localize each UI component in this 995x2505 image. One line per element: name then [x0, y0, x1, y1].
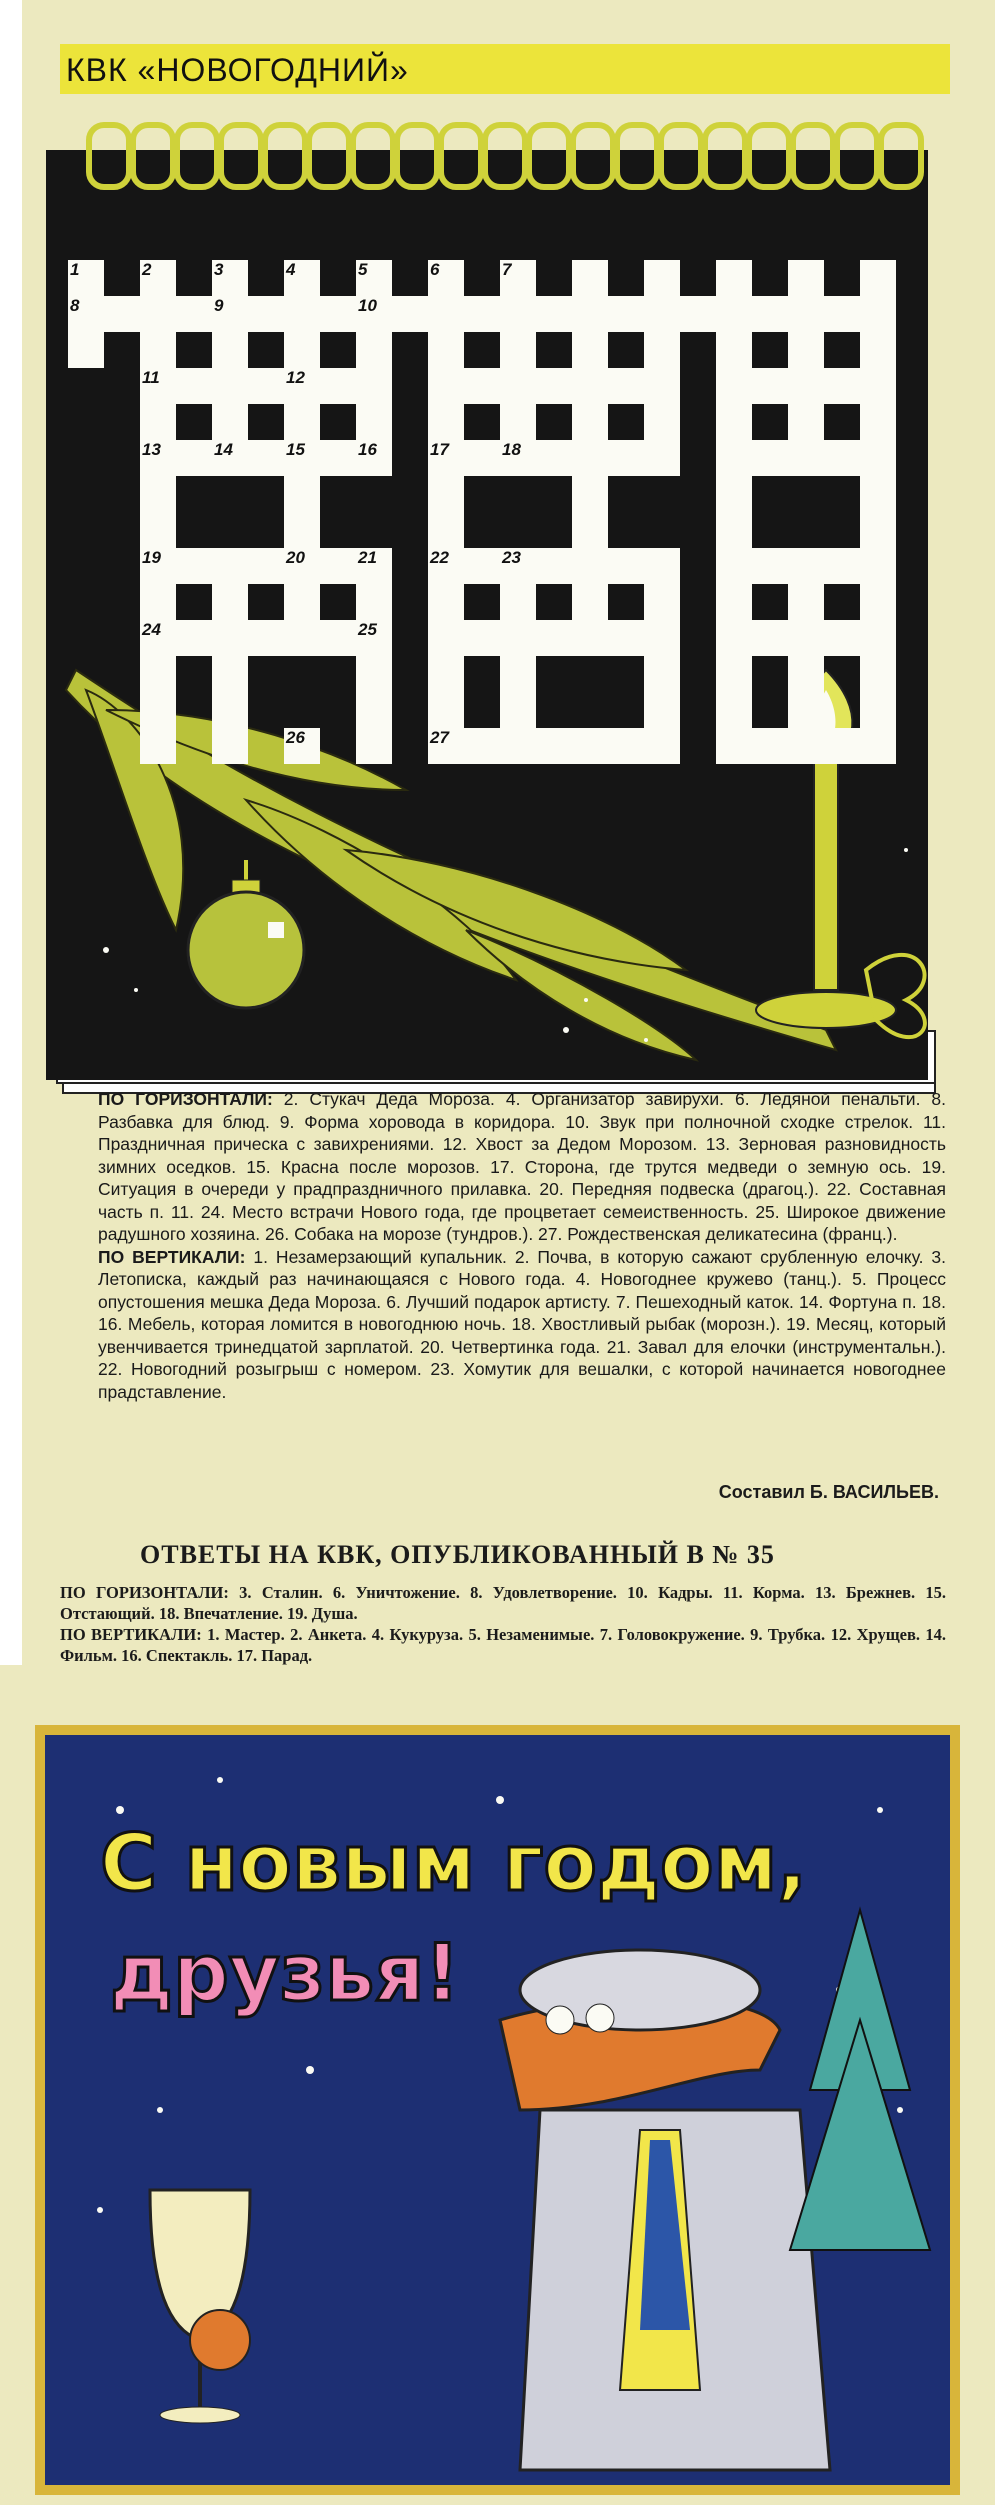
- crossword-numbered-cell: [356, 548, 392, 584]
- crossword-cell: [284, 476, 320, 512]
- crossword-numbered-cell: [428, 440, 464, 476]
- crossword-cell: [716, 296, 752, 332]
- answers-across-text: 3. Сталин. 6. Уничтожение. 8. Удовлетворение. 10. Кадры. 11. Корма. 13. Брежнев. 15. Отстающий. 18. Впечатление. 19. Душа.: [60, 1583, 947, 1623]
- crossword-numbered-cell: [140, 548, 176, 584]
- crossword-cell: [140, 404, 176, 440]
- clue-number: 11: [142, 368, 160, 387]
- crossword-cell: [284, 296, 320, 332]
- clue-number: 26: [286, 728, 305, 747]
- crossword-cell: [428, 512, 464, 548]
- clue-number: 2: [142, 260, 152, 279]
- crossword-cell: [140, 656, 176, 692]
- crossword-cell: [428, 692, 464, 728]
- crossword-cell: [716, 476, 752, 512]
- crossword-cell: [716, 620, 752, 656]
- answers-across-label: ПО ГОРИЗОНТАЛИ:: [60, 1583, 229, 1602]
- crossword-cell: [500, 692, 536, 728]
- crossword-cell: [428, 404, 464, 440]
- clue-number: 8: [70, 296, 80, 315]
- crossword-cell: [644, 692, 680, 728]
- crossword-cell: [140, 584, 176, 620]
- crossword-numbered-cell: [284, 728, 320, 764]
- crossword-cell: [824, 296, 860, 332]
- crossword-cell: [788, 548, 824, 584]
- clue-number: 24: [142, 620, 161, 639]
- crossword-cell: [464, 296, 500, 332]
- crossword-cell: [356, 692, 392, 728]
- crossword-numbered-cell: [356, 440, 392, 476]
- crossword-cell: [140, 332, 176, 368]
- crossword-cell: [572, 584, 608, 620]
- crossword-cell: [176, 296, 212, 332]
- crossword-numbered-cell: [140, 260, 176, 296]
- crossword-cell: [788, 440, 824, 476]
- crossword-numbered-cell: [140, 440, 176, 476]
- clue-number: 17: [430, 440, 449, 459]
- crossword-cell: [212, 620, 248, 656]
- crossword-cell: [860, 620, 896, 656]
- crossword-cell: [716, 260, 752, 296]
- crossword-cell: [860, 512, 896, 548]
- clue-number: 12: [286, 368, 305, 387]
- crossword-cell: [716, 548, 752, 584]
- clues-down: [98, 1246, 946, 1404]
- crossword-cell: [860, 728, 896, 764]
- crossword-grid: [46, 150, 928, 1080]
- crossword-cell: [572, 404, 608, 440]
- crossword-numbered-cell: [428, 728, 464, 764]
- crossword-cell: [320, 368, 356, 404]
- crossword-cell: [572, 260, 608, 296]
- crossword-cell: [464, 620, 500, 656]
- crossword-cell: [608, 296, 644, 332]
- crossword-numbered-cell: [284, 440, 320, 476]
- crossword-numbered-cell: [284, 260, 320, 296]
- crossword-cell: [860, 548, 896, 584]
- crossword-cell: [356, 332, 392, 368]
- clues-across: [98, 1088, 946, 1246]
- crossword-cell: [212, 332, 248, 368]
- crossword-cell: [788, 692, 824, 728]
- crossword-cell: [572, 332, 608, 368]
- poster-line-1: С новым годом,: [100, 1819, 807, 1909]
- crossword-cell: [608, 728, 644, 764]
- crossword-cell: [752, 296, 788, 332]
- crossword-cell: [860, 404, 896, 440]
- crossword-cell: [608, 620, 644, 656]
- crossword-numbered-cell: [284, 548, 320, 584]
- new-year-poster: [0, 1690, 995, 2505]
- crossword-cell: [464, 728, 500, 764]
- crossword-cell: [536, 548, 572, 584]
- answers-down-label: ПО ВЕРТИКАЛИ:: [60, 1625, 202, 1644]
- crossword-cell: [428, 368, 464, 404]
- crossword-numbered-cell: [428, 260, 464, 296]
- down-label: ПО ВЕРТИКАЛИ:: [98, 1246, 246, 1267]
- crossword-cell: [644, 584, 680, 620]
- clue-number: 16: [358, 440, 377, 459]
- crossword-cell: [428, 620, 464, 656]
- crossword-numbered-cell: [500, 440, 536, 476]
- crossword-cell: [176, 368, 212, 404]
- crossword-cell: [644, 440, 680, 476]
- crossword-cell: [644, 404, 680, 440]
- crossword-cell: [392, 296, 428, 332]
- crossword-cell: [680, 296, 716, 332]
- crossword-cell: [356, 368, 392, 404]
- crossword-cell: [356, 404, 392, 440]
- crossword-numbered-cell: [68, 260, 104, 296]
- crossword-cell: [500, 656, 536, 692]
- crossword-cell: [572, 728, 608, 764]
- crossword-cell: [860, 296, 896, 332]
- crossword-cell: [248, 620, 284, 656]
- crossword-cell: [572, 548, 608, 584]
- crossword-cell: [752, 548, 788, 584]
- crossword-numbered-cell: [356, 620, 392, 656]
- crossword-cell: [608, 368, 644, 404]
- crossword-cell: [644, 656, 680, 692]
- crossword-cell: [716, 440, 752, 476]
- crossword-cell: [248, 440, 284, 476]
- crossword-cell: [464, 368, 500, 404]
- crossword-cell: [752, 368, 788, 404]
- crossword-cell: [500, 404, 536, 440]
- crossword-cell: [752, 728, 788, 764]
- clue-number: 15: [286, 440, 305, 459]
- crossword-cell: [284, 620, 320, 656]
- crossword-cell: [248, 296, 284, 332]
- section-header: [60, 44, 950, 94]
- crossword-cell: [824, 620, 860, 656]
- crossword-cell: [788, 296, 824, 332]
- crossword-cell: [356, 728, 392, 764]
- crossword-cell: [284, 404, 320, 440]
- crossword-numbered-cell: [212, 296, 248, 332]
- crossword-numbered-cell: [500, 548, 536, 584]
- crossword-cell: [608, 440, 644, 476]
- crossword-cell: [752, 440, 788, 476]
- crossword-cell: [716, 692, 752, 728]
- crossword-cell: [428, 332, 464, 368]
- crossword-cell: [644, 368, 680, 404]
- crossword-numbered-cell: [428, 548, 464, 584]
- crossword-cell: [716, 404, 752, 440]
- crossword-cell: [68, 332, 104, 368]
- crossword-numbered-cell: [500, 260, 536, 296]
- crossword-cell: [464, 440, 500, 476]
- crossword-cell: [860, 656, 896, 692]
- crossword-cell: [536, 440, 572, 476]
- crossword-cell: [212, 548, 248, 584]
- crossword-cell: [716, 368, 752, 404]
- crossword-cell: [500, 332, 536, 368]
- crossword-cell: [644, 332, 680, 368]
- poster-line-2: друзья!: [110, 1929, 460, 2019]
- crossword-cell: [248, 548, 284, 584]
- crossword-cell: [140, 728, 176, 764]
- answers-across: [60, 1582, 946, 1624]
- clue-number: 20: [286, 548, 305, 567]
- crossword-cell: [572, 368, 608, 404]
- crossword-cell: [536, 728, 572, 764]
- crossword-cell: [248, 368, 284, 404]
- crossword-cell: [860, 368, 896, 404]
- crossword-cell: [824, 368, 860, 404]
- crossword-cell: [860, 692, 896, 728]
- crossword-numbered-cell: [140, 368, 176, 404]
- crossword-cell: [176, 548, 212, 584]
- clue-number: 4: [286, 260, 296, 279]
- clue-number: 5: [358, 260, 368, 279]
- clue-number: 14: [214, 440, 233, 459]
- crossword-cell: [572, 296, 608, 332]
- page-margin: [0, 0, 22, 1665]
- calendar-crossword: [46, 150, 928, 1080]
- crossword-cell: [176, 440, 212, 476]
- crossword-cell: [644, 260, 680, 296]
- crossword-cell: [464, 548, 500, 584]
- crossword-cell: [572, 440, 608, 476]
- across-text: 2. Стукач Деда Мороза. 4. Организатор завирухи. 6. Ледяной пенальти. 8. Разбавка для блюд. 9. Форма хоровода в коридора. 10. Звук при полночной сходке стрелок. 11. Праздничная прическа с завихрениями. 12. Хвост за Дедом Морозом. 13. Зерновая разновидность зимних оседков. 15. Красна после морозов. 17. Сторона, где трутся медведи о земную ось. 19. Ситуация в очереди у прадпраздничного прилавка. 20. Передняя подвеска (драгоц.). 22. Составная часть п. 11. 24. Место встрачи Нового года, где процветает семеиственность. 25. Широкое движение радушного хозяина. 26. Собака на морозе (тундров.). 27. Рождественская деликатесина (франц.).: [98, 1089, 946, 1244]
- clue-number: 13: [142, 440, 161, 459]
- crossword-cell: [284, 584, 320, 620]
- crocodile-icon: [500, 1950, 830, 2470]
- crossword-numbered-cell: [284, 368, 320, 404]
- crossword-cell: [608, 548, 644, 584]
- answers-title: ОТВЕТЫ НА КВК, ОПУБЛИКОВАННЫЙ В № 35: [140, 1540, 775, 1569]
- crossword-cell: [716, 332, 752, 368]
- crossword-cell: [212, 584, 248, 620]
- clue-number: 23: [502, 548, 521, 567]
- crossword-cell: [716, 656, 752, 692]
- crossword-numbered-cell: [212, 260, 248, 296]
- crossword-cell: [824, 548, 860, 584]
- crossword-numbered-cell: [356, 260, 392, 296]
- crossword-cell: [356, 584, 392, 620]
- crossword-cell: [536, 296, 572, 332]
- crossword-cell: [284, 332, 320, 368]
- crossword-numbered-cell: [356, 296, 392, 332]
- clue-number: 3: [214, 260, 224, 279]
- crossword-cell: [320, 548, 356, 584]
- crossword-cell: [212, 404, 248, 440]
- crossword-cell: [320, 296, 356, 332]
- crossword-cell: [212, 368, 248, 404]
- crossword-cell: [536, 620, 572, 656]
- crossword-cell: [788, 404, 824, 440]
- crossword-cell: [572, 476, 608, 512]
- crossword-cell: [428, 584, 464, 620]
- crossword-cell: [212, 728, 248, 764]
- answers-down-text: 1. Мастер. 2. Анкета. 4. Кукуруза. 5. Незаменимые. 7. Головокружение. 9. Трубка. 12. Хрущев. 14. Фильм. 16. Спектакль. 17. Парад.: [60, 1625, 946, 1665]
- crossword-cell: [716, 512, 752, 548]
- crossword-cell: [716, 584, 752, 620]
- crossword-numbered-cell: [68, 296, 104, 332]
- crossword-cell: [320, 440, 356, 476]
- clue-number: 19: [142, 548, 161, 567]
- crossword-cell: [140, 692, 176, 728]
- crossword-numbered-cell: [212, 440, 248, 476]
- crossword-cell: [752, 620, 788, 656]
- crossword-cell: [644, 296, 680, 332]
- crossword-cell: [140, 476, 176, 512]
- crossword-cell: [572, 512, 608, 548]
- crossword-cell: [860, 440, 896, 476]
- crossword-cell: [428, 656, 464, 692]
- clue-number: 27: [430, 728, 449, 747]
- crossword-cell: [644, 728, 680, 764]
- crossword-cell: [500, 728, 536, 764]
- crossword-cell: [212, 656, 248, 692]
- answers-down: [60, 1624, 946, 1666]
- crossword-cell: [644, 620, 680, 656]
- crossword-cell: [788, 260, 824, 296]
- crossword-cell: [176, 620, 212, 656]
- crossword-cell: [860, 476, 896, 512]
- crossword-cell: [500, 620, 536, 656]
- crossword-cell: [860, 260, 896, 296]
- clues-block: [98, 1088, 946, 1403]
- clue-number: 9: [214, 296, 224, 315]
- crossword-cell: [788, 620, 824, 656]
- crossword-cell: [320, 620, 356, 656]
- section-title: КВК «НОВОГОДНИЙ»: [66, 52, 409, 88]
- clue-number: 6: [430, 260, 440, 279]
- crossword-cell: [500, 296, 536, 332]
- clue-number: 22: [430, 548, 449, 567]
- crossword-cell: [824, 728, 860, 764]
- crossword-cell: [788, 656, 824, 692]
- crossword-cell: [860, 332, 896, 368]
- crossword-cell: [644, 548, 680, 584]
- crossword-cell: [140, 296, 176, 332]
- clue-number: 21: [358, 548, 377, 567]
- crossword-cell: [284, 512, 320, 548]
- author-credit: Составил Б. ВАСИЛЬЕВ.: [718, 1482, 939, 1502]
- answers-block: [60, 1582, 946, 1666]
- crossword-cell: [140, 512, 176, 548]
- clue-number: 18: [502, 440, 521, 459]
- crossword-cell: [788, 332, 824, 368]
- crossword-cell: [212, 692, 248, 728]
- clue-number: 25: [358, 620, 377, 639]
- clue-number: 7: [502, 260, 512, 279]
- crossword-cell: [716, 728, 752, 764]
- crossword-cell: [428, 476, 464, 512]
- crossword-cell: [860, 584, 896, 620]
- down-text: 1. Незамерзающий купальник. 2. Почва, в которую сажают срубленную елочку. 3. Летописка, каждый раз начинающаяся с Нового года. 4. Новогоднее кружево (танц.). 5. Процесс опустошения мешка Деда Мороза. 6. Лучший подарок артисту. 7. Пешеходный каток. 14. Фортуна п. 18. 16. Мебель, которая ломится в новогоднюю ночь. 18. Хвостливый рыбак (морозн.). 19. Месяц, который увенчивается тринедцатой зарплатой. 20. Четвертинка года. 21. Завал для елочки (инструментальн.). 22. Новогодний розыгрыш с номером. 23. Хомутик для вешалки, с которой начинается новогоднее прадставление.: [98, 1246, 946, 1402]
- clue-number: 10: [358, 296, 377, 315]
- crossword-cell: [500, 368, 536, 404]
- crossword-cell: [788, 368, 824, 404]
- crossword-cell: [536, 368, 572, 404]
- crossword-cell: [788, 728, 824, 764]
- crossword-cell: [824, 440, 860, 476]
- crossword-cell: [572, 620, 608, 656]
- crossword-cell: [428, 296, 464, 332]
- crossword-cell: [104, 296, 140, 332]
- crossword-cell: [356, 656, 392, 692]
- across-label: ПО ГОРИЗОНТАЛИ:: [98, 1089, 273, 1109]
- crossword-numbered-cell: [140, 620, 176, 656]
- crossword-cell: [500, 584, 536, 620]
- clue-number: 1: [70, 260, 80, 279]
- crossword-cell: [788, 584, 824, 620]
